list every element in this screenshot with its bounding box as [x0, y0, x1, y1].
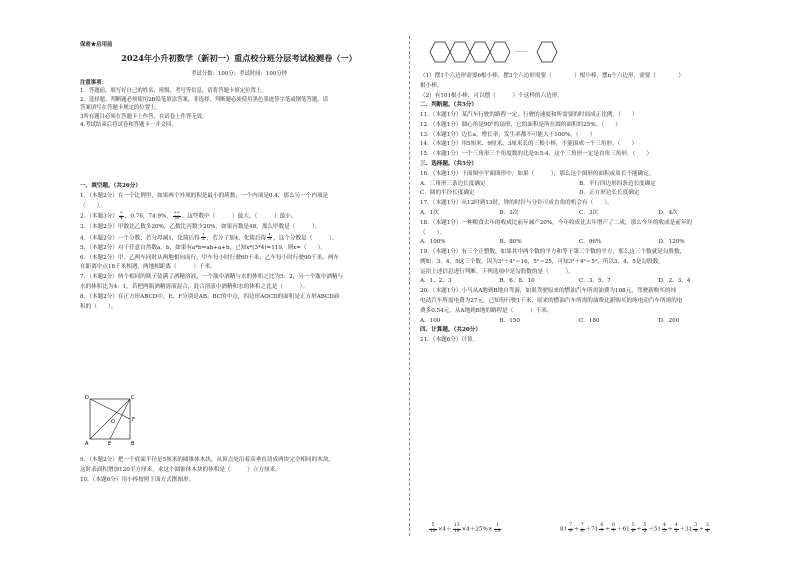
q4-mid: ，若分子加4，化简后得 [206, 235, 267, 242]
question-10: 10．（本题6分）用小棒按照下面方式摆图形。 [80, 476, 195, 483]
label-d: D [85, 395, 89, 401]
label-e: E [108, 441, 112, 447]
question-18: 18．（本题1分）一种粮食去年的收成比前年减产20%，今年收成比去年增产了二成，那么今年的收成是前年的 [420, 219, 693, 226]
section-heading: 二、判断题。（共5分） [420, 102, 478, 109]
option-d: D．120% [658, 239, 685, 246]
numerator: 5 [643, 523, 647, 528]
section-heading: 四、计算题。（共20分） [420, 327, 481, 334]
ellipsis: …… [515, 47, 527, 54]
question-20-cont: 电动汽车所需电费为27元。已知每行驶1千米，原来的燃油汽车所需的油费比新购买的纯电动汽车所需的电 [420, 297, 683, 304]
denominator: 8 [580, 528, 584, 534]
diagonal-ac [90, 399, 130, 439]
option-b: B．80% [499, 239, 522, 246]
q10-part2: （2）有101根小棒，可以摆（ ）个这样的六边形。 [420, 92, 563, 99]
option-c: C．圆的半径长度确定 [420, 190, 475, 197]
option-d: D．2、3、4 [658, 278, 691, 285]
option-a: A．三角形三条边长度确定 [420, 180, 486, 187]
section-heading: 一、填空题。（共26分） [80, 183, 141, 189]
denominator: 9 [569, 528, 573, 534]
option-d: D．正方形边长长度确定 [579, 190, 640, 197]
numerator: 13 [453, 523, 460, 528]
numerator: 6 [600, 523, 604, 528]
hexagon-figure [425, 38, 575, 66]
denominator: 7 [612, 528, 615, 534]
question-20: 20．（本题1分）小马从A地到B地自驾游，如果驾驶原来的燃油汽车所需油费为108元，驾驶新购买的纯 [420, 288, 677, 295]
q2-mid: ，0.76，74.9%， [124, 213, 172, 220]
operator: ＋71 [585, 526, 599, 533]
option-c: C．180 [579, 317, 600, 324]
fraction [662, 524, 667, 534]
hexagon [450, 42, 470, 62]
q10-part1: （1）摆1个六边形需要6根小棒，摆3个六边形需要（ ）根小棒，摆n个六边形，需要（ ） [420, 73, 684, 79]
option-b: B．150 [499, 317, 520, 324]
label-c: C [131, 395, 135, 401]
hexagon [430, 42, 450, 62]
question-7: 7．（本题2分）两个相同的瓶子装满了酒精溶液，一个瓶中酒精与水的体积之比为5：2，另一个瓶中酒精与 [80, 274, 344, 281]
question-14: 14．（本题1分）用5厘米、9厘米、3厘米长的三根小棒，不能围成一个三角形。（ ） [420, 141, 638, 148]
question-17: 17．（本题1分）从12时到13时，钟的时针与分针可成直角的机会有（ ）。 [420, 200, 613, 207]
denominator: 6 [631, 528, 635, 534]
exam-info: 考试分数：100分；考试时间：100分钟 [190, 71, 288, 77]
fraction [642, 524, 647, 534]
question-3: 3．（本题2分）甲数比乙数多20%，乙数比丙数少20%，如果丙数是48，那么甲数是（ ）。 [80, 223, 321, 230]
fraction [631, 524, 636, 534]
question-6-cont: 在距离中点18千米相遇，两地相距离（ ）千米。 [80, 264, 216, 271]
option-b: B．2次 [499, 209, 519, 216]
q17-options [420, 209, 738, 219]
option-c: C．3次 [579, 209, 599, 216]
hexagon-questions [420, 72, 738, 346]
fraction [267, 233, 272, 243]
question-20-cont2: 费多0.54元，从A地到B地的路程是（ ）千米。 [420, 307, 553, 314]
question-5: 5．（本题2分）对于任意自然数a，b，如果有a*b=ab+a+b，已知x*(3*4)=119，则x=（ ）。 [80, 244, 327, 251]
notice-block [80, 79, 398, 129]
q16-options-2 [420, 189, 738, 199]
operator: ×4＋ [437, 526, 452, 533]
fraction [494, 524, 502, 534]
option-a: A．1次 [420, 209, 439, 216]
operator: ＋51 [648, 526, 661, 533]
operator: ÷ [699, 526, 704, 533]
question-8-cont: 积的（ ）。 [80, 303, 117, 310]
question-9: 9．（本题2分）把一个底面半径是5厘米的圆锥体木块，从顶点处沿着高垂直切成两块完全相同的木块， [80, 457, 335, 463]
fill-blank-section-cont [80, 456, 398, 485]
question-12: 12．（本题1分）圆心角是90°的扇形，它的面积是所在圆的面积的25%。（ ） [420, 121, 621, 128]
hexagon [470, 42, 490, 62]
notice-item: 2．选择题、判断题必须使用2B铅笔填涂答案，非选择，判断题必须使用黑色墨迹签字笔或钢笔答题，请 [80, 96, 329, 103]
fraction [568, 524, 573, 534]
hexagon [537, 42, 557, 62]
q2-prefix: 2．（本题3分） [80, 213, 118, 220]
option-c: C．3、5、7 [579, 278, 611, 285]
notice-item: 3所有题目必须在答题卡上作答，在试卷上作答无效。 [80, 113, 208, 120]
label-o: O [111, 419, 115, 425]
numerator: 1 [201, 232, 205, 237]
q10-part1-cont: 根小棒。 [420, 82, 443, 89]
numerator: 1 [494, 524, 502, 530]
operator: ÷ [667, 526, 673, 533]
question-19-cont2: 运用上述信息进行判断，下列选项中是勾股数的是（ ）。 [420, 268, 574, 275]
fraction [599, 524, 604, 534]
fraction [580, 524, 585, 534]
q4-suffix: ，这个分数是（ ）。 [273, 235, 338, 242]
option-d: D．4次 [658, 209, 678, 216]
question-1-cont: （ ）。 [80, 202, 106, 209]
question-1: 1．（本题2分）在一个比例里，如果两个外项的积是最小的质数，一个内项是0.4，那么另一个内项是 [80, 192, 329, 199]
fraction [453, 524, 461, 534]
denominator: 5 [662, 528, 666, 534]
question-8: 8．（本题2分）在正方形ABCD中，E、F分别是AB、BC的中点，四边形AOCD的面积是正方形ABCD面 [80, 293, 340, 300]
numerator: 23 [173, 211, 180, 216]
numerator: 5 [429, 524, 437, 530]
option-a: A．100% [420, 239, 446, 246]
numerator: 7 [569, 523, 573, 528]
question-16: 16．（本题1分）下面图中平面图形中，如果（ ），那么这个图形的面积或周长不能确定。 [420, 170, 655, 177]
fraction [173, 211, 181, 221]
segment-df [90, 399, 130, 419]
denominator: 7 [600, 528, 604, 534]
denominator: 2 [201, 237, 205, 243]
question-18-cont: （ ）。 [420, 229, 446, 236]
notice-item: 答案填写在答题卡规定的位置上。 [80, 105, 161, 112]
denominator: 5 [674, 528, 678, 534]
denominator: 4 [705, 528, 709, 534]
denominator: 30 [173, 215, 180, 221]
question-7-cont: 水的体积比为4：1，若把两瓶酒精溶液混合，混合溶液中酒精和水的体积之比是（ ）。 [80, 284, 309, 290]
numerator: 4 [674, 523, 678, 528]
question-15: 15．（本题1分）一个三角形三个角度数的比是9:5:4，这个三角形一定是直角三角形。（ ） [420, 151, 653, 158]
notice-heading: 注意事项： [80, 80, 107, 86]
denominator: 19 [430, 528, 436, 534]
q16-options [420, 180, 738, 190]
option-a: A．1、2、3 [420, 278, 452, 285]
question-4 [80, 233, 398, 244]
option-c: C．96% [579, 239, 602, 246]
label-f: F [132, 417, 135, 423]
fraction [119, 211, 124, 221]
denominator: 4 [694, 528, 698, 534]
page-title: 2024年小升初数学（新初一）重点校分班分层考试检测卷（一） [121, 53, 357, 63]
question-6: 6．（本题2分）甲、乙两车同时从两地相向而行，甲车每小时行驶60千米，乙车每小时行驶90千米，两车 [80, 254, 340, 261]
operator: ＋31 [679, 526, 693, 533]
fraction [429, 524, 437, 534]
calc-expression-2 [560, 524, 711, 534]
operator: ÷ [636, 526, 642, 533]
numerator: 3 [694, 523, 698, 528]
fraction [611, 524, 616, 534]
whole-number: 81 [560, 526, 568, 533]
operator: ×4＋25%× [461, 526, 493, 533]
option-d: D．200 [658, 317, 680, 324]
fraction [693, 524, 698, 534]
numerator: 5 [631, 523, 635, 528]
fraction [201, 233, 206, 243]
confidential-tag: 保密★启用前 [80, 42, 113, 48]
square-figure [84, 393, 144, 451]
q19-options [420, 277, 738, 287]
question-13: 13．（本题1分）边长a，增长率，发生率都不可能大于100%。（ ） [420, 131, 596, 138]
denominator: 6 [643, 528, 647, 534]
q4-prefix: 4．（本题2分）一个分数，若分母减1，化简后得 [80, 235, 200, 242]
question-19-cont: 例如：3、4、5这三个数，因为3²＋4²＝16，5²＝25，可知3²＋4²＝5²，所以3、4、5是勾股数。 [420, 258, 664, 265]
section-heading: 三、选择题。（共5分） [420, 161, 478, 168]
q2-suffix: ，这些数中（ ）最大，（ ）最小。 [181, 213, 297, 220]
denominator: 3 [268, 237, 272, 243]
numerator: 1 [268, 232, 272, 237]
fraction [674, 524, 679, 534]
question-21: 21．（本题6分）计算。 [420, 337, 479, 344]
operator: ÷ [605, 526, 611, 533]
numerator: 3 [705, 523, 709, 528]
label-b: B [131, 441, 135, 447]
numerator: 4 [662, 523, 666, 528]
q20-options [420, 317, 738, 327]
numerator: 3 [119, 211, 123, 216]
option-b: B．6、8、10 [499, 278, 535, 285]
question-9-cont: 这时表面积增加120平方厘米，求这个圆锥体木块的体积是（ ）立方厘米。 [80, 466, 281, 473]
label-a: A [85, 441, 89, 447]
denominator: 19 [494, 528, 501, 534]
column-divider [409, 36, 410, 536]
operator: ÷ [574, 526, 579, 533]
option-b: B．平行四边形四条边长度确定 [579, 180, 656, 187]
question-2 [80, 211, 398, 222]
fill-blank-section [80, 182, 398, 312]
numerator: 6 [612, 523, 615, 528]
calc-expression-1 [428, 524, 502, 534]
question-19: 19．（本题1分）有三个正整数，如果其中两个数的平方和等于第三个数的平方，那么这三个数就是勾股数， [420, 249, 686, 256]
fraction [705, 524, 710, 534]
question-11: 11．（本题1分）某汽车行驶的路程一定，行驶的速度和所需要的时间成正比例。（ ） [420, 112, 638, 119]
denominator: 4 [119, 215, 123, 221]
notice-item: 4.考试结束后将试卷和答题卡一并交回。 [80, 121, 177, 128]
notice-item: 1．答题前，填写好自己的姓名、班级、考号等信息，请将答题卡填定位置上。 [80, 88, 267, 95]
q18-options [420, 238, 738, 248]
operator: ＋61 [616, 526, 630, 533]
denominator: 19 [453, 528, 460, 534]
option-a: A．100 [420, 317, 441, 324]
numerator: 7 [580, 523, 584, 528]
hexagon [490, 42, 510, 62]
